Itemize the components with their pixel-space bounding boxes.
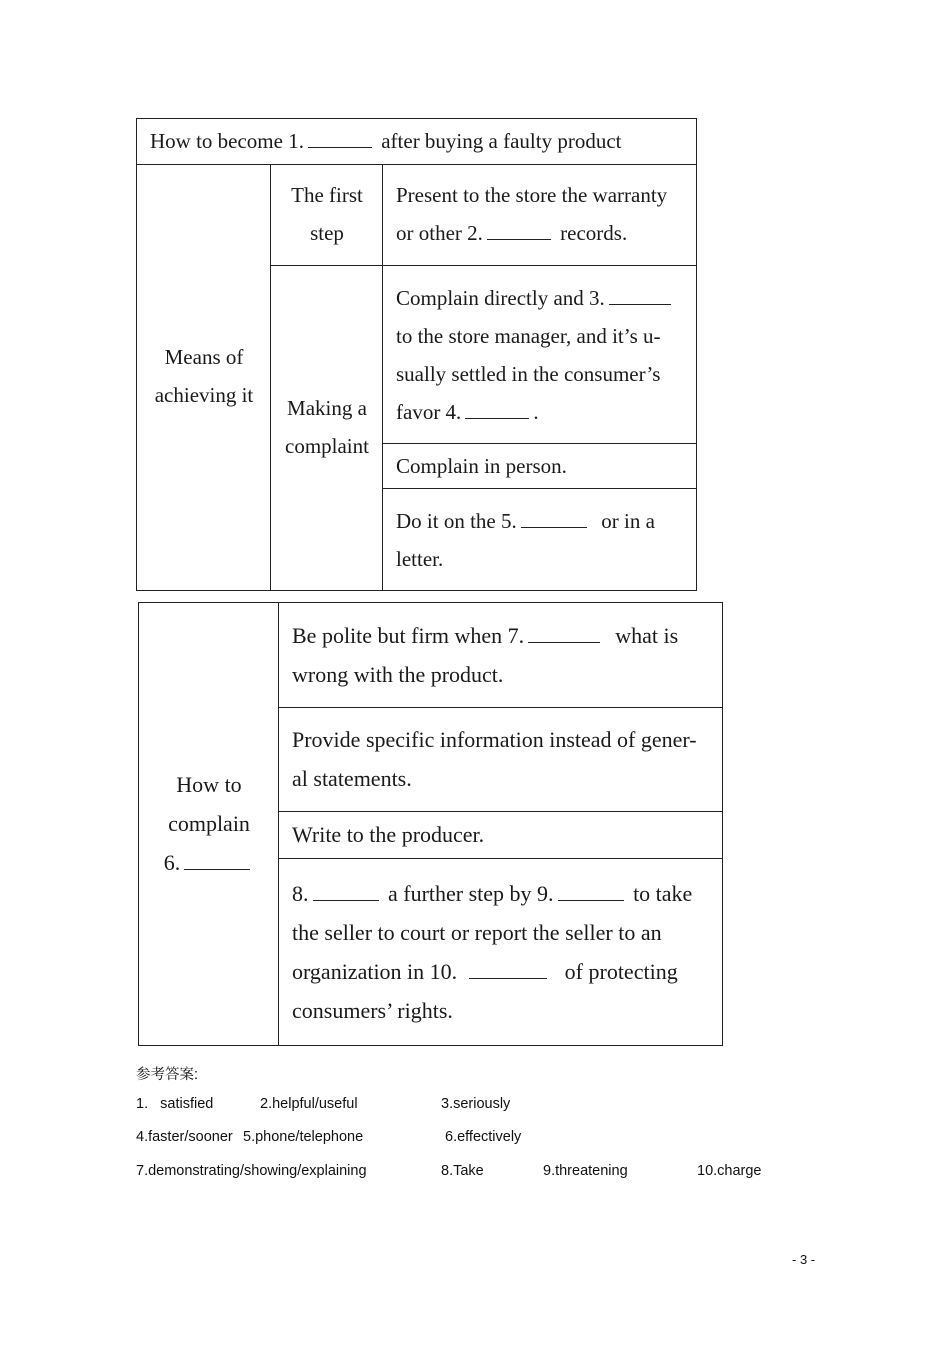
- row2-line1: Provide specific information instead of gener-: [292, 727, 697, 752]
- first-step-line2-after: records.: [560, 221, 628, 245]
- making-label-line2: complaint: [285, 434, 369, 458]
- means-label-line1: Means of: [164, 345, 244, 369]
- row1-line1-after: what is: [615, 623, 679, 648]
- label-line1: How to: [176, 772, 242, 797]
- making-label-line1: Making a: [287, 396, 367, 420]
- header-before: How to become 1.: [150, 129, 304, 153]
- row1-text: [292, 616, 678, 694]
- phone-line1-before: Do it on the 5.: [396, 509, 517, 533]
- first-step-label-line1: The first: [291, 183, 363, 207]
- divider: [278, 811, 723, 812]
- blank-3[interactable]: [609, 284, 671, 305]
- divider: [382, 488, 697, 489]
- means-label-line2: achieving it: [154, 383, 254, 407]
- blank-2[interactable]: [487, 219, 551, 240]
- row4-line4: consumers’ rights.: [292, 998, 453, 1023]
- cd-line2: to the store manager, and it’s u-: [396, 324, 661, 348]
- cd-line4-after: .: [533, 400, 539, 424]
- answer-1: 1. satisfied: [136, 1096, 214, 1112]
- row2-line2: al statements.: [292, 766, 412, 791]
- row1-line2: wrong with the product.: [292, 662, 504, 687]
- divider: [270, 265, 697, 266]
- divider: [278, 858, 723, 859]
- divider: [136, 164, 697, 165]
- answers-heading: 参考答案:: [136, 1067, 199, 1083]
- blank-7[interactable]: [528, 622, 600, 643]
- answer-6: 6.effectively: [445, 1129, 522, 1145]
- first-step-label: [272, 176, 382, 252]
- table-1-header: [150, 122, 621, 160]
- phone-line1-after: or in a: [601, 509, 655, 533]
- first-step-line1: Present to the store the warranty: [396, 183, 668, 207]
- how-to-complain-label: [140, 765, 278, 882]
- answer-7: 7.demonstrating/showing/explaining: [136, 1163, 367, 1179]
- making-complaint-label: [272, 389, 382, 465]
- cd-line4-before: favor 4.: [396, 400, 462, 424]
- answer-8: 8.Take: [441, 1163, 484, 1179]
- row4-l1-c: to take: [633, 881, 693, 906]
- answer-3: 3.seriously: [441, 1096, 511, 1112]
- phone-line2: letter.: [396, 547, 444, 571]
- in-person-text: Complain in person.: [396, 454, 567, 478]
- first-step-label-line2: step: [310, 221, 344, 245]
- divider: [382, 164, 383, 591]
- label-line2: complain: [168, 811, 250, 836]
- answer-9: 9.threatening: [543, 1163, 628, 1179]
- row4-l1-b: a further step by 9.: [388, 881, 554, 906]
- answer-5: 5.phone/telephone: [243, 1129, 364, 1145]
- divider: [278, 707, 723, 708]
- row3-text: Write to the producer.: [292, 822, 485, 847]
- label-line3: 6.: [163, 850, 181, 875]
- row4-text: [292, 874, 692, 1030]
- blank-6[interactable]: [184, 849, 250, 870]
- cd-line1: Complain directly and 3.: [396, 286, 605, 310]
- page-number: - 3 -: [792, 1252, 816, 1267]
- row1-line1-before: Be polite but firm when 7.: [292, 623, 525, 648]
- row4-l3-b: of protecting: [564, 959, 678, 984]
- answer-4: 4.faster/sooner: [136, 1129, 233, 1145]
- row2-text: [292, 720, 697, 798]
- blank-10[interactable]: [469, 958, 547, 979]
- header-after: after buying a faulty product: [381, 129, 622, 153]
- row4-line2: the seller to court or report the seller to an: [292, 920, 662, 945]
- blank-1[interactable]: [308, 127, 372, 148]
- blank-9[interactable]: [558, 880, 624, 901]
- answer-10: 10.charge: [697, 1163, 762, 1179]
- divider: [278, 602, 279, 1046]
- divider: [270, 164, 271, 591]
- first-step-text: [396, 176, 667, 252]
- divider: [382, 443, 697, 444]
- complain-directly-text: [396, 279, 675, 431]
- row4-l1-a: 8.: [292, 881, 309, 906]
- cd-line3: sually settled in the consumer’s: [396, 362, 661, 386]
- answer-2: 2.helpful/useful: [260, 1096, 358, 1112]
- blank-4[interactable]: [465, 398, 529, 419]
- blank-5[interactable]: [521, 507, 587, 528]
- means-label: [138, 338, 270, 414]
- first-step-line2-before: or other 2.: [396, 221, 483, 245]
- phone-text: [396, 502, 655, 578]
- blank-8[interactable]: [313, 880, 379, 901]
- row4-l3-a: organization in 10.: [292, 959, 458, 984]
